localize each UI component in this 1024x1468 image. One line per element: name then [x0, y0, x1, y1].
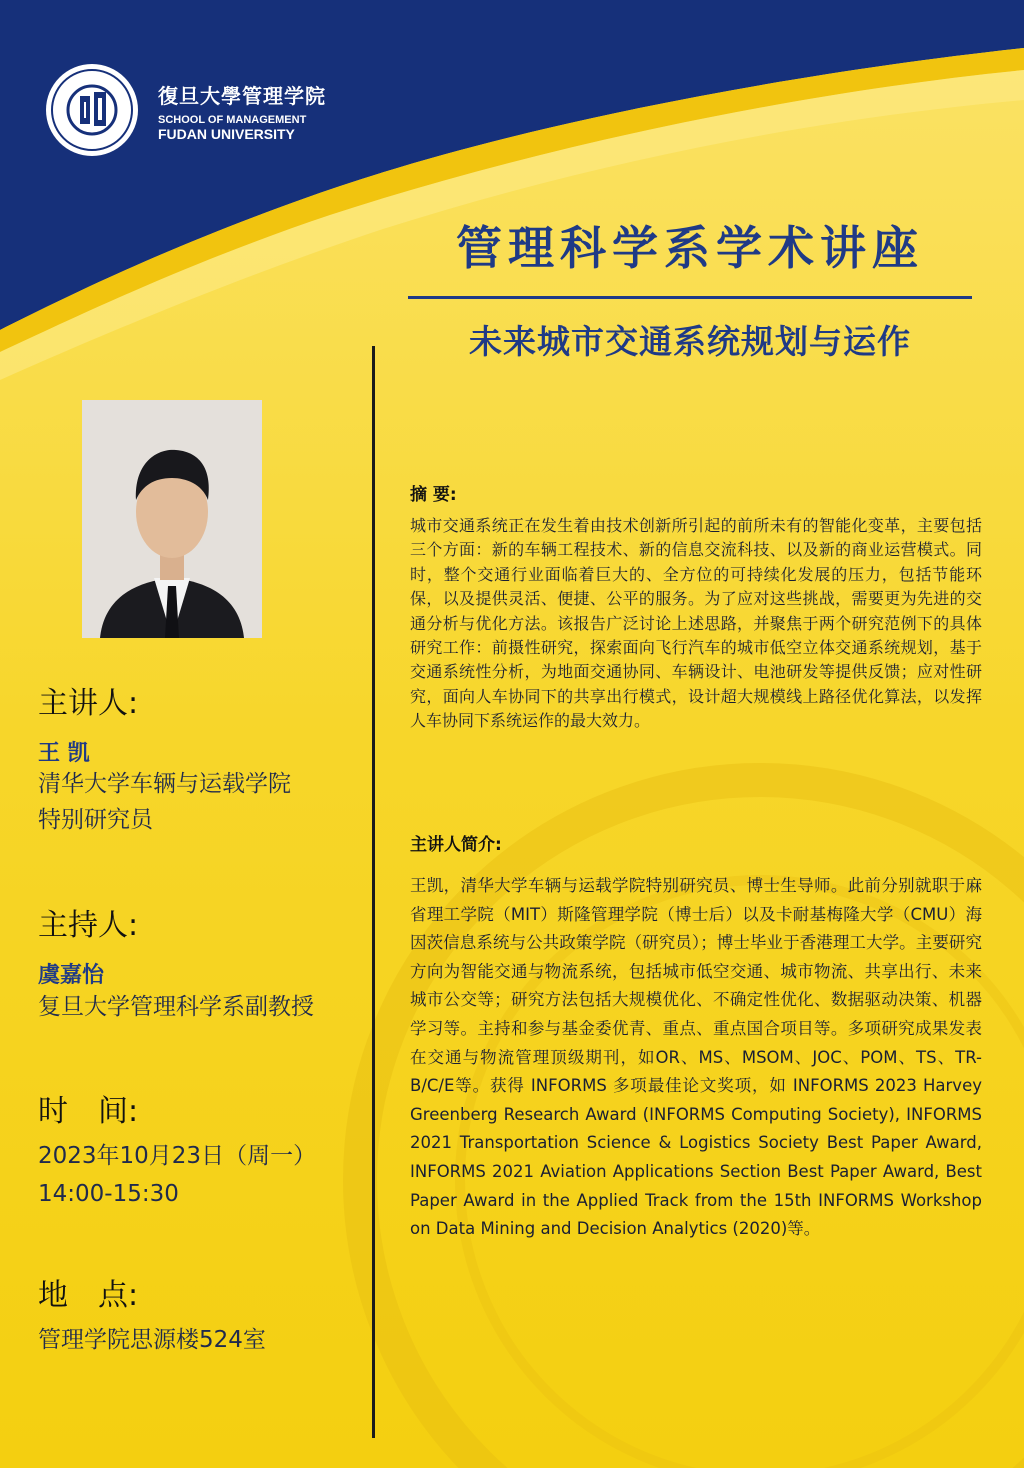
location-heading: 地 点:: [38, 1278, 139, 1313]
fudan-seal-icon: [44, 62, 140, 158]
speaker-heading: 主讲人:: [38, 686, 139, 721]
event-date: 2023年10月23日（周一）: [38, 1143, 317, 1169]
school-name-en-2: FUDAN UNIVERSITY: [158, 125, 295, 142]
school-logo: [44, 62, 326, 158]
abstract-text: 城市交通系统正在发生着由技术创新所引起的前所未有的智能化变革，主要包括三个方面：新的车辆工程技术、新的信息交流科技、以及新的商业运营模式。同时，整个交通行业面临着巨大的、全方位的可持续化发展的压力，包括节能环保，以及提供灵活、便捷、公平的服务。为了应对这些挑战，需要更为先进的交通分析与优化方法。该报告广泛讨论上述思路，并聚焦于两个研究范例下的具体研究工作：前摄性研究，探索面向飞行汽车的城市低空立体交通系统规划，基于交通系统性分析，为地面交通协同、车辆设计、电池研发等提供反馈；应对性研究，面向人车协同下的共享出行模式，设计超大规模线上路径优化算法，以发挥人车协同下系统运作的最大效力。: [410, 516, 982, 731]
abstract-heading: 摘 要:: [410, 485, 457, 505]
event-location: 管理学院思源楼524室: [38, 1327, 266, 1353]
speaker-affiliation-1: 清华大学车辆与运载学院: [38, 771, 291, 797]
speaker-name: 王 凯: [38, 741, 90, 766]
host-affiliation: 复旦大学管理科学系副教授: [38, 994, 314, 1020]
school-name-cn: 復旦大學管理学院: [158, 83, 326, 108]
lecture-subtitle: 未来城市交通系统规划与运作: [469, 322, 911, 361]
speaker-affiliation-2: 特别研究员: [38, 807, 153, 833]
time-heading: 时 间:: [38, 1094, 139, 1129]
bio-text: 王凯，清华大学车辆与运载学院特别研究员、博士生导师。此前分别就职于麻省理工学院（MIT）斯隆管理学院（博士后）以及卡耐基梅隆大学（CMU）海因茨信息系统与公共政策学院（研究员）；博士毕业于香港理工大学。主要研究方向为智能交通与物流系统，包括城市低空交通、城市物流、共享出行、未来城市公交等；研究方法包括大规模优化、不确定性优化、数据驱动决策、机器学习等。主持和参与基金委优青、重点、重点国合项目等。多项研究成果发表在交通与物流管理顶级期刊，如OR、MS、MSOM、JOC、POM、TS、TR-B/C/E等。获得 INFORMS 多项最佳论文奖项，如 INFORMS 2023 Harvey Greenberg Research Award (INFORMS Computing Society), INFORMS 2021 Transportation Science & Logistics Society Best Paper Award, INFORMS 2021 Aviation Applications Section Best Paper Award, Best Paper Award in the Applied Track from the 15th INFORMS Workshop on Data Mining and Decision Analytics (2020)等。: [410, 876, 982, 1239]
host-heading: 主持人:: [38, 908, 139, 943]
poster-title: 管理科学系学术讲座: [456, 221, 924, 275]
event-hours: 14:00-15:30: [38, 1181, 179, 1207]
bio-heading: 主讲人简介:: [410, 835, 502, 855]
column-divider: [372, 346, 375, 1438]
speaker-photo: [82, 400, 262, 638]
host-name: 虞嘉怡: [38, 963, 105, 988]
title-divider: [408, 296, 972, 299]
school-name-en-1: SCHOOL OF MANAGEMENT: [158, 113, 307, 126]
